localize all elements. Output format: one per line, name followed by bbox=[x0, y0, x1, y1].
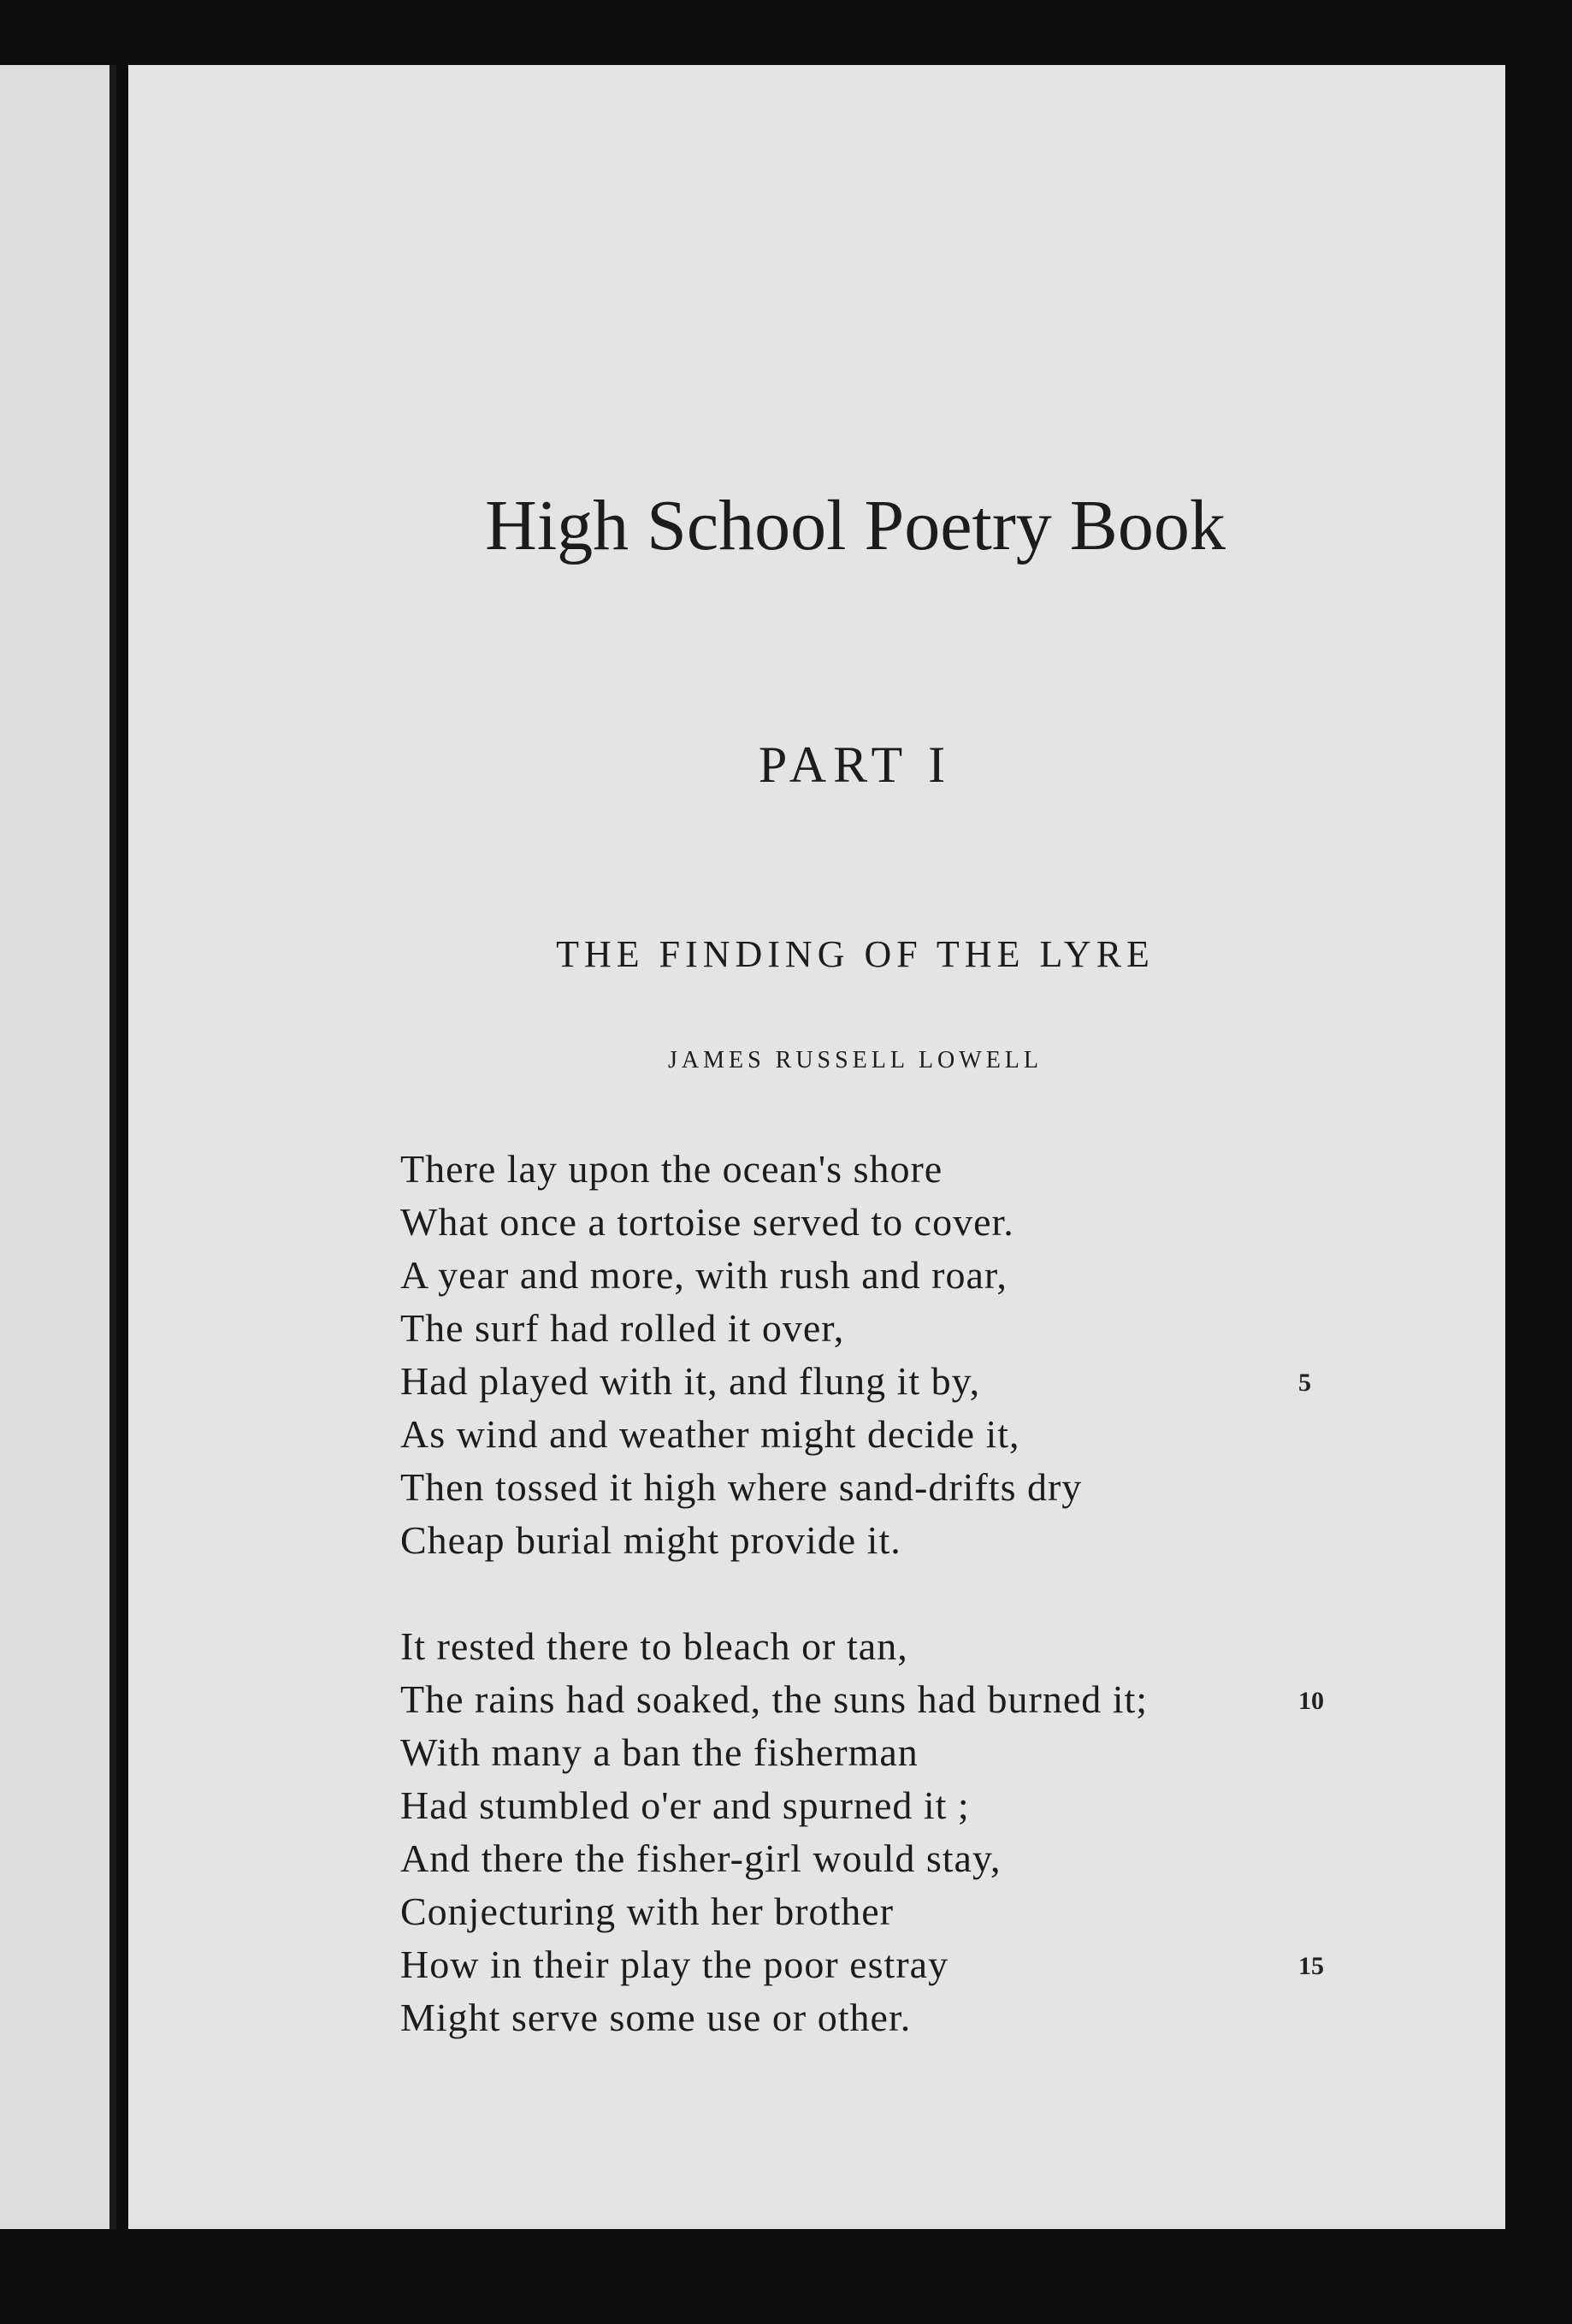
line-text: How in their play the poor estray bbox=[400, 1943, 949, 1986]
poem-line bbox=[400, 1461, 1358, 1514]
line-text: Had played with it, and flung it by, bbox=[400, 1359, 981, 1403]
poem-line bbox=[400, 1726, 1358, 1779]
poem-line bbox=[400, 1143, 1358, 1196]
line-text: With many a ban the fisherman bbox=[400, 1730, 919, 1774]
stanza-2 bbox=[400, 1620, 1358, 2044]
line-text: And there the fisher-girl would stay, bbox=[400, 1836, 1002, 1880]
line-text: There lay upon the ocean's shore bbox=[400, 1147, 943, 1191]
line-text: Conjecturing with her brother bbox=[400, 1889, 895, 1933]
poem-line bbox=[400, 1991, 1358, 2044]
line-text: The surf had rolled it over, bbox=[400, 1306, 845, 1350]
line-text: Then tossed it high where sand-drifts dry bbox=[400, 1465, 1083, 1509]
line-number: 5 bbox=[1298, 1369, 1311, 1397]
poem-line bbox=[400, 1620, 1358, 1673]
line-text: It rested there to bleach or tan, bbox=[400, 1624, 908, 1668]
line-text: Had stumbled o'er and spurned it ; bbox=[400, 1783, 970, 1827]
line-number: 15 bbox=[1298, 1952, 1324, 1980]
poem-line bbox=[400, 1302, 1358, 1355]
line-text: The rains had soaked, the suns had burned it; bbox=[400, 1677, 1149, 1721]
line-text: A year and more, with rush and roar, bbox=[400, 1253, 1008, 1297]
poem-line bbox=[400, 1885, 1358, 1938]
poem-line bbox=[400, 1355, 1358, 1408]
poem-line bbox=[400, 1673, 1358, 1726]
poem-author: JAMES RUSSELL LOWELL bbox=[667, 1047, 1043, 1073]
line-text: What once a tortoise served to cover. bbox=[400, 1200, 1014, 1244]
line-text: As wind and weather might decide it, bbox=[400, 1412, 1020, 1456]
book-title: High School Poetry Book bbox=[485, 486, 1226, 565]
poem-line bbox=[400, 1832, 1358, 1885]
poem-line bbox=[400, 1938, 1358, 1991]
line-text: Cheap burial might provide it. bbox=[400, 1518, 901, 1562]
poem-line bbox=[400, 1196, 1358, 1249]
facing-page-edge bbox=[0, 65, 113, 2229]
poem-line bbox=[400, 1514, 1358, 1567]
poem-line bbox=[400, 1779, 1358, 1832]
stanza-1 bbox=[400, 1143, 1358, 1567]
line-number: 10 bbox=[1298, 1687, 1324, 1715]
poem-line bbox=[400, 1249, 1358, 1302]
line-text: Might serve some use or other. bbox=[400, 1996, 912, 2039]
poem-line bbox=[400, 1408, 1358, 1461]
binding-edge bbox=[109, 65, 116, 2229]
poem-title: THE FINDING OF THE LYRE bbox=[556, 933, 1155, 975]
part-heading: PART I bbox=[758, 736, 953, 793]
